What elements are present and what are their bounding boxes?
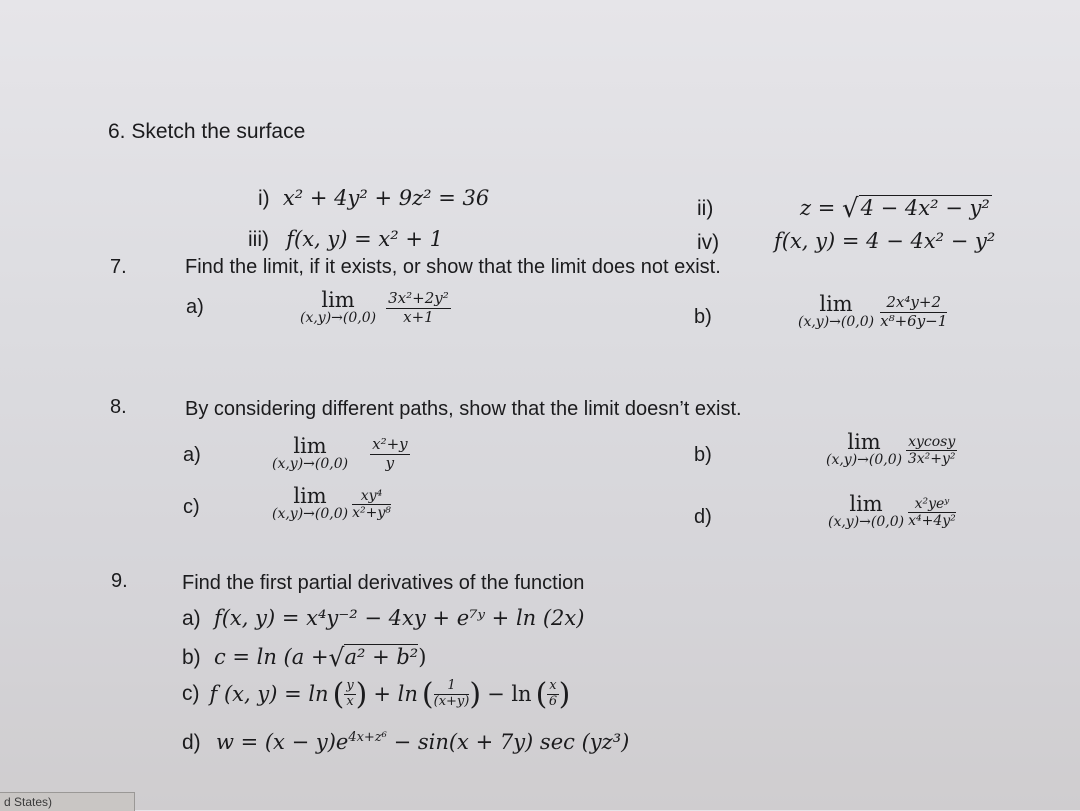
q8-b-limit — [826, 432, 902, 468]
q8-d-lim-word: lim — [849, 492, 883, 516]
q9-d-exponent: 4x+z⁶ — [348, 730, 387, 745]
q8-c-num: xy⁴ — [352, 488, 391, 505]
q7-title: Find the limit, if it exists, or show that the limit does not exist. — [185, 256, 721, 278]
q7-number: 7. — [110, 256, 127, 278]
q8-d-fraction — [908, 496, 956, 529]
q9-c-f1-num: y — [346, 677, 354, 693]
q8-c-den: x²+y⁸ — [352, 504, 391, 521]
q7-b-expr — [798, 294, 947, 330]
q9-b-label: b) — [182, 646, 201, 669]
q7-a-label: a) — [186, 296, 204, 318]
q7-a-expr — [300, 290, 451, 326]
q9-c-label: c) — [182, 682, 200, 705]
q6-iv-expr: f(x, y) = 4 − 4x² − y² — [774, 229, 996, 253]
q8-d-expr — [828, 494, 956, 530]
q7-a-limit — [300, 290, 376, 326]
q7-b-lim-word: lim — [819, 292, 853, 316]
q6-i — [258, 186, 489, 211]
q7-b-num: 2x⁴y+2 — [880, 294, 947, 312]
left-paren: ( — [535, 676, 548, 712]
q9-d-rhs: − sin(x + 7y) sec (yz³) — [386, 730, 630, 754]
q8-d-label: d) — [694, 506, 712, 528]
q9-c-f3-num: x — [549, 677, 557, 693]
q8-a-den: y — [385, 453, 395, 472]
q9-c-f2-den: (x+y) — [433, 693, 470, 709]
q6-ii-radicand: 4 − 4x² − y² — [860, 196, 990, 220]
q8-a-num: x²+y — [372, 435, 408, 454]
q8-b-num: xycosy — [908, 433, 956, 450]
q8-b-label: b) — [694, 444, 712, 466]
q8-c-lim-sub: (x,y)→(0,0) — [272, 506, 349, 522]
q7-b-label: b) — [694, 306, 712, 328]
sqrt-symbol: √ — [328, 643, 345, 672]
q6-title: 6. Sketch the surface — [108, 120, 306, 143]
q6-ii — [697, 196, 713, 221]
q8-d-den: x⁴+4y² — [908, 512, 956, 529]
q6-iii — [248, 227, 443, 252]
q7-a-den: x+1 — [403, 307, 434, 326]
q8-d-lim-sub: (x,y)→(0,0) — [828, 514, 905, 530]
q7-b-den: x⁸+6y−1 — [880, 311, 948, 330]
q9-a — [182, 606, 584, 631]
left-paren: ( — [421, 676, 434, 712]
q9-c-lhs: f (x, y) = ln — [209, 682, 329, 706]
q9-c-frac3 — [547, 679, 558, 710]
q8-c-lim-word: lim — [293, 484, 327, 508]
q9-b-lhs: c = ln (a + — [213, 645, 329, 669]
q7-a-fraction — [386, 290, 451, 326]
q8-title: By considering different paths, show that the limit doesn’t exist. — [185, 398, 742, 420]
q8-a-lim-sub: (x,y)→(0,0) — [272, 456, 349, 472]
q6-iii-expr: f(x, y) = x² + 1 — [286, 227, 443, 251]
q8-b-expr — [826, 432, 957, 468]
q9-c-frac1 — [344, 679, 355, 710]
q8-a-expr — [272, 436, 410, 472]
q6-iv — [697, 230, 719, 255]
q7-b-lim-sub: (x,y)→(0,0) — [798, 314, 875, 330]
q8-d-num: x²yeʸ — [908, 496, 956, 513]
q7-b-fraction — [880, 294, 947, 330]
sqrt-symbol: √ — [842, 194, 859, 224]
q7-a-num: 3x²+2y² — [388, 289, 449, 308]
q8-a-label: a) — [183, 444, 201, 466]
q6-iv-label: iv) — [697, 231, 720, 254]
q8-a-fraction — [370, 436, 410, 472]
left-paren: ( — [332, 676, 345, 712]
q6-i-label: i) — [258, 187, 270, 210]
q8-b-fraction — [906, 434, 957, 467]
q7-b-limit — [798, 294, 874, 330]
q9-d-lhs: w = (x − y)e — [215, 730, 349, 754]
q8-a-limit — [272, 436, 348, 472]
right-paren: ) — [558, 676, 571, 712]
q8-a-lim-word: lim — [293, 434, 327, 458]
q8-b-den: 3x²+y² — [907, 450, 956, 467]
status-bar-text: d States) — [0, 792, 135, 811]
right-paren: ) — [469, 676, 482, 712]
q8-d-limit — [828, 494, 904, 530]
q9-c — [182, 672, 570, 716]
q9-d — [182, 730, 629, 755]
q9-c-f3-den: 6 — [548, 693, 558, 709]
q9-a-label: a) — [182, 607, 201, 630]
q6-i-expr: x² + 4y² + 9z² = 36 — [282, 186, 490, 210]
q9-b-radicand: a² + b² — [344, 645, 419, 669]
q9-d-label: d) — [182, 731, 201, 754]
q9-number: 9. — [111, 570, 128, 592]
q6-ii-lhs: z = — [800, 196, 836, 220]
q9-b-rhs: ) — [418, 645, 427, 669]
q9-c-f1-den: x — [346, 693, 354, 709]
q8-c-expr — [272, 486, 391, 522]
q9-a-expr: f(x, y) = x⁴y⁻² − 4xy + e⁷ʸ + ln (2x) — [213, 606, 585, 630]
q6-ii-expr — [800, 194, 992, 224]
q8-b-lim-sub: (x,y)→(0,0) — [826, 452, 903, 468]
q9-c-minus: − ln — [487, 682, 532, 706]
q6-iii-label: iii) — [248, 228, 269, 251]
q9-c-frac2 — [434, 679, 470, 710]
q7-a-lim-word: lim — [321, 288, 355, 312]
q8-c-label: c) — [183, 496, 200, 518]
q8-c-limit — [272, 486, 348, 522]
q9-title: Find the first partial derivatives of the function — [182, 572, 585, 594]
q8-b-lim-word: lim — [847, 430, 881, 454]
q9-c-f2-num: 1 — [434, 679, 470, 695]
q8-c-fraction — [352, 488, 391, 521]
q6-ii-label: ii) — [697, 197, 714, 220]
q9-c-plus: + ln — [373, 682, 418, 706]
right-paren: ) — [355, 676, 368, 712]
q8-number: 8. — [110, 396, 127, 418]
q7-a-lim-sub: (x,y)→(0,0) — [300, 310, 377, 326]
q9-b — [182, 643, 426, 672]
